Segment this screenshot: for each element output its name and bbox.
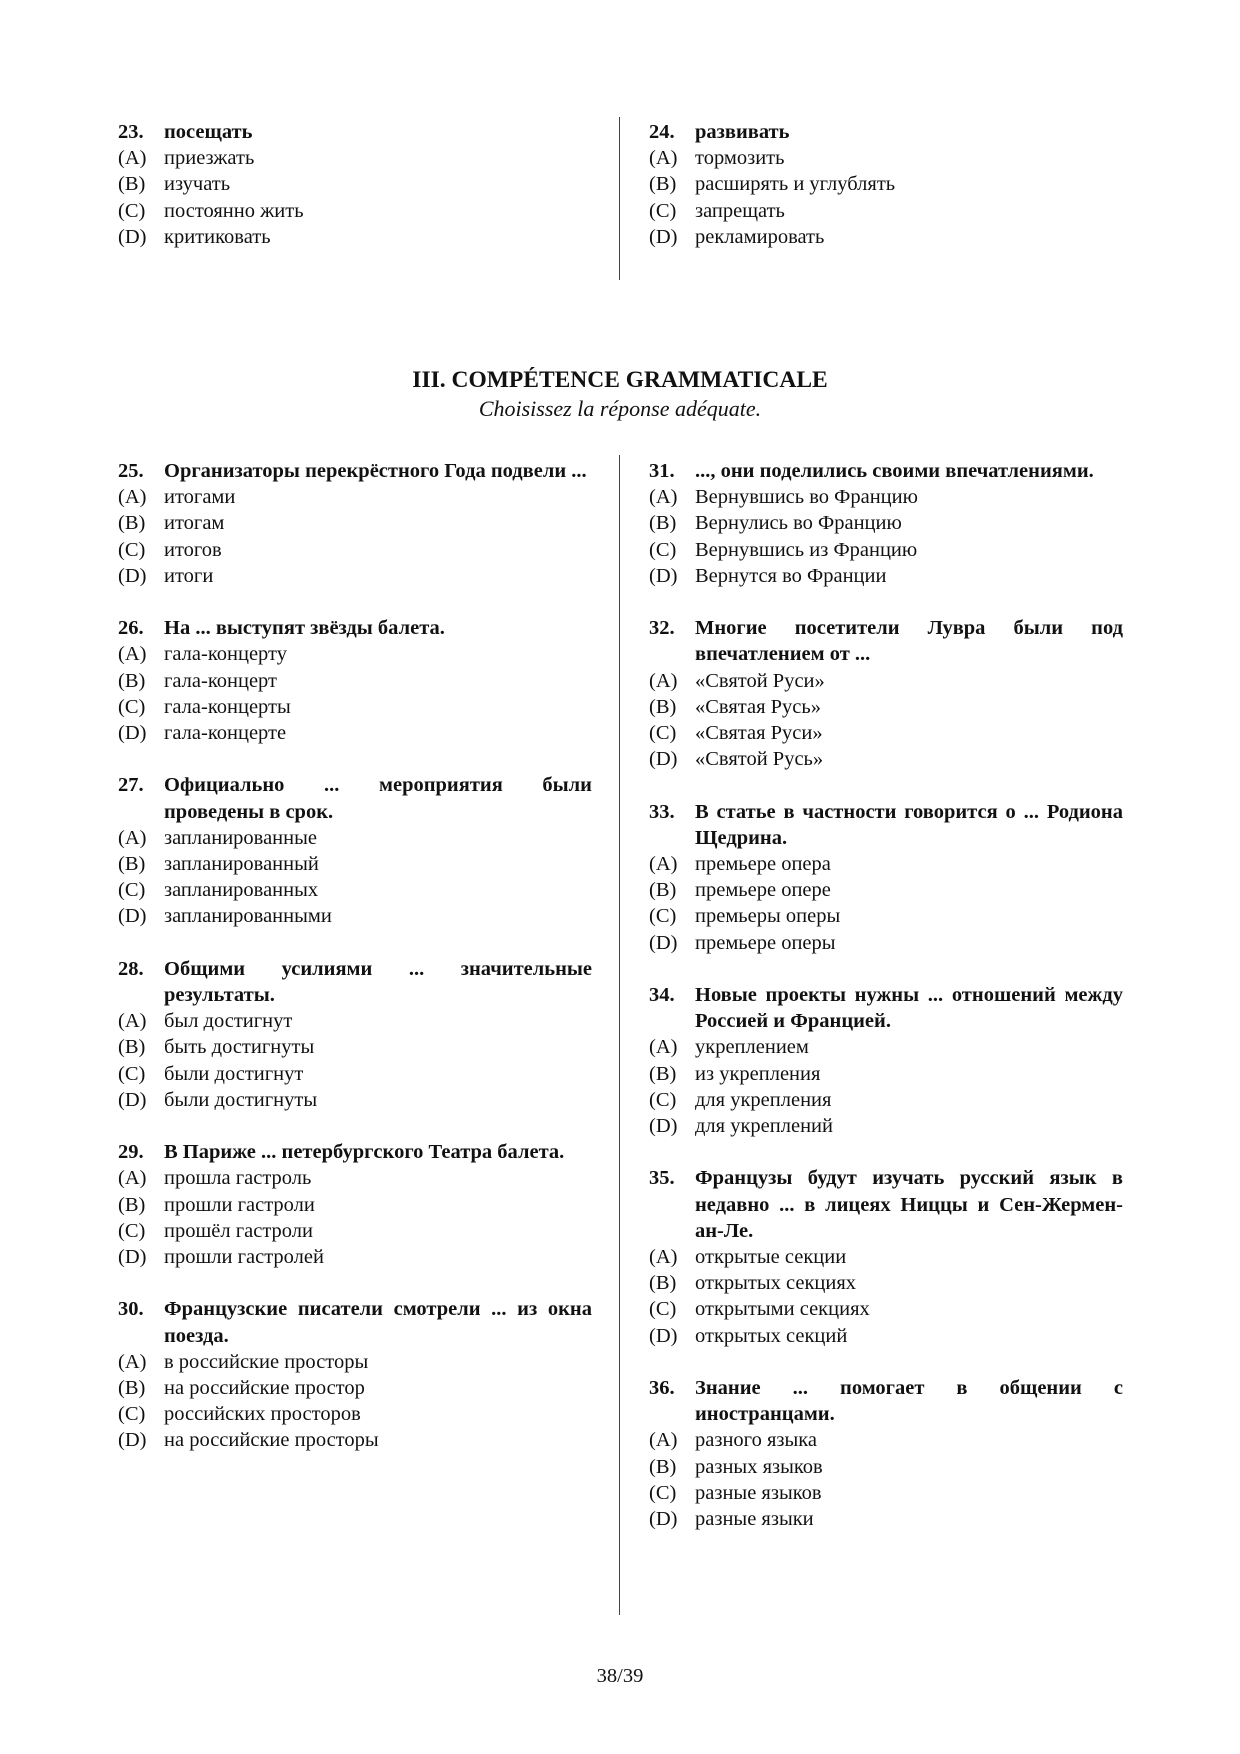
answer-option [118,1244,592,1270]
question-prompt [649,1165,1123,1244]
option-text: открытые секции [695,1246,847,1269]
option-text: «Святая Руси» [695,722,823,745]
answer-option [118,537,592,563]
option-text: гала-концерты [164,695,291,718]
question-text: Общими усилиями ... значительные результаты. [164,957,592,1007]
answer-option [118,1061,592,1087]
answer-option [649,1427,1123,1453]
question-prompt [649,982,1123,1034]
option-letter: (A) [649,1429,678,1452]
answer-option [649,720,1123,746]
answer-option [118,198,592,224]
option-letter: (A) [118,1010,147,1033]
option-letter: (D) [118,722,147,745]
question-text: В Париже ... петербургского Театра балета. [164,1141,565,1164]
option-text: постоянно жить [164,199,304,222]
option-text: разные языков [695,1481,822,1504]
option-letter: (C) [118,199,146,222]
option-letter: (C) [118,879,146,902]
option-letter: (C) [649,905,677,928]
question-text: Официально ... мероприятия были проведены в срок. [164,774,592,823]
option-letter: (B) [649,879,677,902]
grammar-right-column [649,458,1123,1558]
option-text: итогам [164,512,225,535]
option-letter: (A) [649,486,678,509]
question-block [649,799,1123,956]
answer-option [118,825,592,851]
question-number: 35. [649,1167,675,1190]
option-text: Вернувшись из Францию [695,538,918,561]
option-letter: (C) [649,538,677,561]
question-prompt [649,1375,1123,1427]
option-letter: (B) [649,512,677,535]
question-number: 33. [649,800,675,823]
option-text: запрещать [695,199,785,222]
option-letter: (D) [649,1115,678,1138]
top-left-column [118,119,592,276]
option-letter: (C) [649,199,677,222]
answer-option [649,1506,1123,1532]
question-block [118,1296,592,1453]
option-text: критиковать [164,225,271,248]
option-text: запланированный [164,853,319,876]
option-letter: (C) [118,1062,146,1085]
option-letter: (D) [649,564,678,587]
answer-option [649,1061,1123,1087]
question-prompt [118,1296,592,1348]
answer-option [649,1113,1123,1139]
section-subtitle: Choisissez la réponse adéquate. [478,396,762,421]
answer-option [649,1296,1123,1322]
option-letter: (B) [118,1193,146,1216]
option-text: прошли гастроли [164,1193,315,1216]
answer-option [649,668,1123,694]
option-text: Вернувшись во Францию [695,486,918,509]
question-text: развивать [695,121,790,143]
option-text: для укрепления [695,1088,832,1111]
answer-option [649,1087,1123,1113]
question-block [118,956,592,1113]
answer-option [118,224,592,250]
option-letter: (A) [649,1246,678,1269]
question-number: 28. [118,957,144,980]
answer-option [649,746,1123,772]
option-text: запланированные [164,826,317,849]
answer-option [649,1323,1123,1349]
column-divider-top [619,117,620,280]
option-text: рекламировать [695,225,825,248]
question-number: 31. [649,460,675,482]
answer-option [118,1192,592,1218]
option-letter: (A) [118,643,147,666]
option-text: в российские просторы [164,1350,369,1373]
option-letter: (C) [118,1219,146,1242]
option-text: премьере опера [695,853,831,876]
answer-option [118,851,592,877]
question-number: 27. [118,774,144,797]
option-letter: (A) [118,1350,147,1373]
page-number: 38/39 [596,1665,644,1687]
question-block [649,982,1123,1139]
answer-option [649,198,1123,224]
question-text: Французские писатели смотрели ... из окна поезда. [164,1298,592,1347]
question-number: 36. [649,1377,675,1400]
answer-option [649,1244,1123,1270]
answer-option [118,1218,592,1244]
answer-option [118,1375,592,1401]
option-letter: (D) [118,1246,147,1269]
answer-option [118,903,592,929]
answer-option [118,171,592,197]
answer-option [649,930,1123,956]
option-letter: (A) [118,147,147,170]
option-text: разные языки [695,1508,814,1531]
option-letter: (B) [649,1455,677,1478]
option-text: гала-концерту [164,643,287,666]
option-letter: (C) [649,1088,677,1111]
option-text: прошла гастроль [164,1167,312,1190]
answer-option [649,171,1123,197]
option-letter: (C) [649,1481,677,1504]
option-text: российских просторов [164,1403,361,1426]
question-prompt [649,458,1123,484]
answer-option [649,1034,1123,1060]
option-text: изучать [164,173,231,196]
option-text: открытых секциях [695,1272,857,1295]
option-text: «Святой Руси» [695,669,825,692]
option-letter: (B) [649,695,677,718]
option-letter: (C) [118,1403,146,1426]
option-letter: (B) [118,1036,146,1059]
option-letter: (A) [649,669,678,692]
option-text: расширять и углублять [695,173,896,196]
answer-option [649,1480,1123,1506]
answer-option [118,720,592,746]
answer-option [118,1087,592,1113]
option-text: были достигнут [164,1062,304,1085]
option-letter: (A) [649,853,678,876]
question-text: Французы будут изучать русский язык в недавно ... в лицеях Ниццы и Сен-Жермен-ан-Ле. [695,1167,1123,1242]
option-letter: (D) [649,931,678,954]
question-number: 24. [649,121,675,143]
option-text: тормозить [695,147,785,170]
option-text: для укреплений [695,1115,833,1138]
answer-option [118,1008,592,1034]
question-prompt [118,119,592,145]
question-number: 34. [649,984,675,1007]
answer-option [118,668,592,694]
option-text: на российские простор [164,1377,365,1400]
option-letter: (B) [118,853,146,876]
question-text: Организаторы перекрёстного Года подвели ... [164,460,587,482]
option-letter: (B) [118,512,146,535]
question-block [649,1375,1123,1532]
option-text: премьеры оперы [695,905,841,928]
answer-option [649,694,1123,720]
answer-option [118,1401,592,1427]
question-text: Знание ... помогает в общении с иностранцами. [695,1377,1123,1426]
option-text: Вернулись во Францию [695,512,902,535]
answer-option [118,563,592,589]
question-prompt [118,956,592,1008]
option-letter: (D) [118,905,147,928]
answer-option [649,484,1123,510]
question-prompt [118,615,592,641]
option-text: Вернутся во Франции [695,564,887,587]
answer-option [649,563,1123,589]
option-text: «Святой Русь» [695,748,824,771]
question-block [649,119,1123,250]
answer-option [118,1427,592,1453]
question-prompt [649,615,1123,667]
question-number: 30. [118,1298,144,1321]
question-prompt [649,799,1123,851]
answer-option [118,510,592,536]
option-text: открытых секций [695,1324,848,1347]
option-letter: (D) [118,225,147,248]
answer-option [118,484,592,510]
question-number: 29. [118,1141,144,1164]
question-number: 26. [118,617,144,640]
question-block [649,458,1123,589]
option-text: разных языков [695,1455,823,1478]
question-prompt [118,458,592,484]
question-number: 23. [118,121,144,143]
option-letter: (B) [649,1062,677,1085]
question-text: ..., они поделились своими впечатлениями. [695,460,1094,482]
option-text: приезжать [164,147,255,170]
answer-option [118,1034,592,1060]
option-letter: (A) [118,486,147,509]
option-text: запланированных [164,879,319,902]
question-block [118,119,592,250]
option-text: были достигнуты [164,1088,318,1111]
option-letter: (C) [118,695,146,718]
option-letter: (B) [649,1272,677,1295]
question-prompt [118,772,592,824]
option-letter: (B) [118,1377,146,1400]
question-block [118,615,592,746]
option-letter: (A) [118,1167,147,1190]
option-letter: (B) [118,173,146,196]
option-letter: (D) [118,564,147,587]
option-letter: (D) [649,748,678,771]
answer-option [118,641,592,667]
answer-option [649,145,1123,171]
option-text: прошли гастролей [164,1246,324,1269]
question-text: Новые проекты нужны ... отношений между Россией и Францией. [695,984,1123,1033]
option-text: премьере опере [695,879,831,902]
option-letter: (A) [649,1036,678,1059]
top-right-column [649,119,1123,276]
question-number: 25. [118,460,144,482]
answer-option [649,851,1123,877]
section-title: III. COMPÉTENCE GRAMMATICALE [412,367,828,393]
option-letter: (D) [118,1088,147,1111]
answer-option [649,510,1123,536]
option-text: открытыми секциях [695,1298,870,1321]
question-block [649,615,1123,772]
option-text: запланированными [164,905,332,928]
option-letter: (B) [649,173,677,196]
option-text: итогов [164,538,222,561]
option-text: премьере оперы [695,931,836,954]
column-divider-grammar [619,455,620,1615]
option-text: гала-концерт [164,669,277,692]
option-letter: (A) [649,147,678,170]
option-letter: (D) [649,1508,678,1531]
option-letter: (C) [118,538,146,561]
question-block [118,1139,592,1270]
answer-option [118,694,592,720]
question-text: На ... выступят звёзды балета. [164,617,445,640]
option-letter: (D) [649,1324,678,1347]
answer-option [649,1454,1123,1480]
option-letter: (C) [649,722,677,745]
option-letter: (B) [118,669,146,692]
option-letter: (C) [649,1298,677,1321]
answer-option [118,145,592,171]
answer-option [118,1165,592,1191]
question-block [649,1165,1123,1348]
option-text: из укрепления [695,1062,821,1085]
question-prompt [649,119,1123,145]
answer-option [649,1270,1123,1296]
answer-option [649,537,1123,563]
option-text: гала-концерте [164,722,287,745]
question-block [118,458,592,589]
question-block [118,772,592,929]
question-text: посещать [164,121,253,143]
option-text: «Святая Русь» [695,695,821,718]
grammar-left-column [118,458,592,1480]
answer-option [118,877,592,903]
option-text: быть достигнуты [164,1036,315,1059]
option-letter: (A) [118,826,147,849]
answer-option [649,224,1123,250]
option-text: был достигнут [164,1010,293,1033]
question-text: Многие посетители Лувра были под впечатлением от ... [695,617,1123,666]
question-prompt [118,1139,592,1165]
option-text: разного языка [695,1429,817,1452]
answer-option [649,877,1123,903]
option-text: итогами [164,486,236,509]
option-text: укреплением [695,1036,809,1059]
option-text: прошёл гастроли [164,1219,313,1242]
option-letter: (D) [649,225,678,248]
option-text: на российские просторы [164,1429,379,1452]
question-number: 32. [649,617,675,640]
answer-option [118,1349,592,1375]
option-letter: (D) [118,1429,147,1452]
option-text: итоги [164,564,214,587]
question-text: В статье в частности говорится о ... Родиона Щедрина. [695,800,1123,849]
answer-option [649,903,1123,929]
